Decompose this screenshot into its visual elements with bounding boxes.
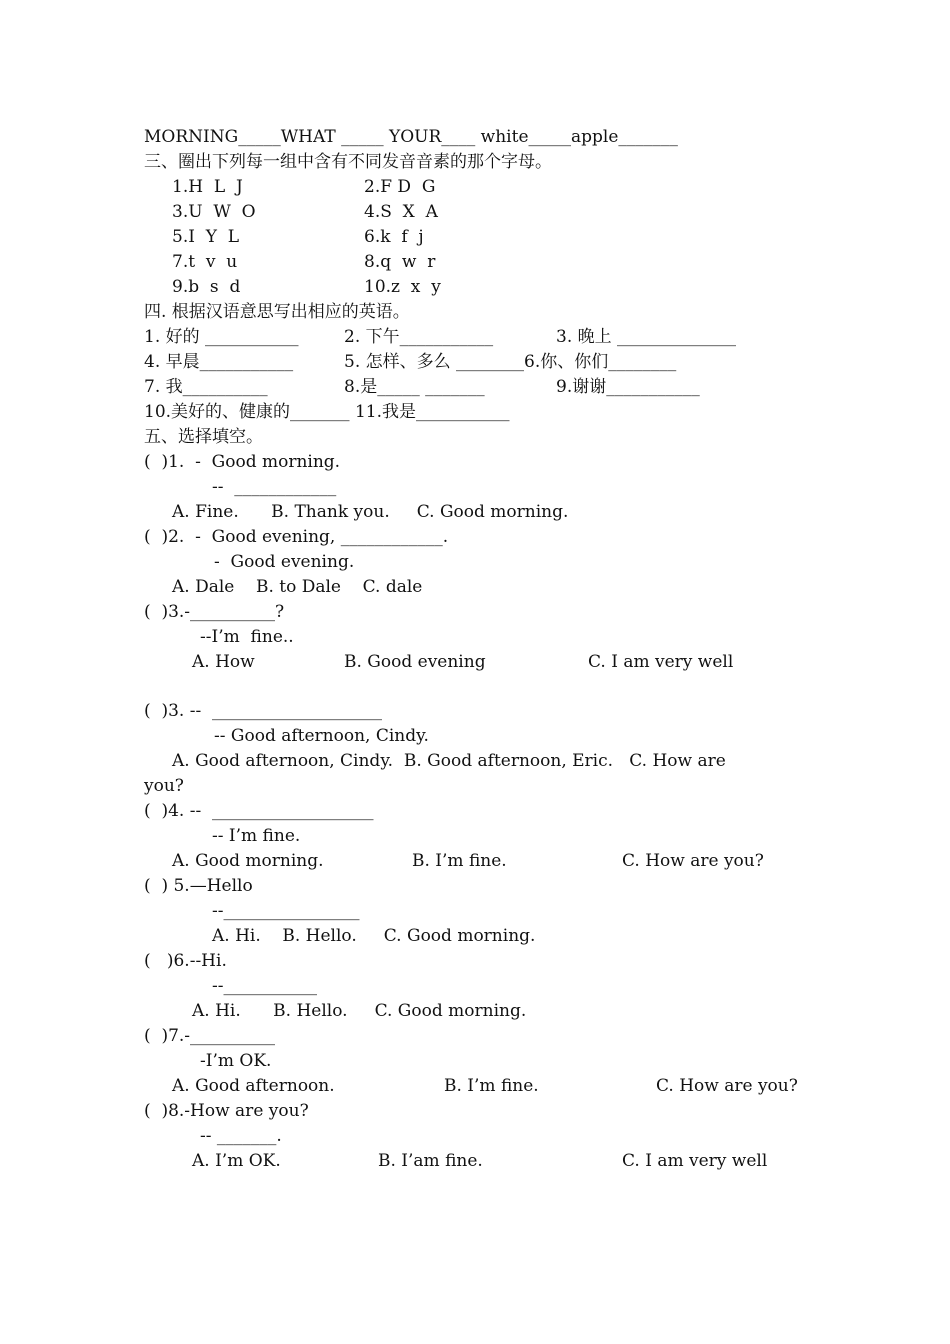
dialogue-line: - Good evening.	[214, 552, 355, 572]
answer-blank-line: --________________	[212, 901, 360, 921]
question-stem: ( ) 5.—Hello	[144, 876, 253, 896]
answer-option: A. Good afternoon.	[172, 1076, 335, 1096]
question-stem: ( )8.-How are you?	[144, 1101, 309, 1121]
dialogue-line: -- I’m fine.	[212, 826, 301, 846]
answer-blank-line: -- _______.	[200, 1126, 282, 1146]
question-item: 6.k f j	[364, 227, 424, 247]
question-item: 4.S X A	[364, 202, 438, 222]
answer-option: C. How are you?	[656, 1076, 798, 1096]
dialogue-line: -I’m OK.	[200, 1051, 272, 1071]
answer-option: B. I’m fine.	[444, 1076, 539, 1096]
translation-item: 8.是_____ _______	[344, 377, 485, 397]
answer-blank-line: -- ____________	[212, 477, 337, 497]
answer-options: A. Hi. B. Hello. C. Good morning.	[192, 1001, 527, 1021]
question-stem: ( )1. - Good morning.	[144, 452, 341, 472]
answer-option: C. How are you?	[622, 851, 764, 871]
question-stem: ( )3.-__________?	[144, 602, 285, 622]
translation-item: 2. 下午___________	[344, 327, 494, 347]
question-stem: ( )4. -- ___________________	[144, 801, 374, 821]
question-item: 8.q w r	[364, 252, 436, 272]
answer-option: C. I am very well	[622, 1151, 768, 1171]
section-4-heading: 四. 根据汉语意思写出相应的英语。	[144, 302, 410, 322]
section-3-heading: 三、圈出下列每一组中含有不同发音音素的那个字母。	[144, 152, 552, 172]
translation-item: 1. 好的 ___________	[144, 327, 299, 347]
answer-options: A. Hi. B. Hello. C. Good morning.	[212, 926, 536, 946]
answer-option: A. Good morning.	[172, 851, 324, 871]
answer-option: A. I’m OK.	[192, 1151, 281, 1171]
question-stem: ( )7.-__________	[144, 1026, 276, 1046]
dialogue-line: --I’m fine..	[200, 627, 294, 647]
answer-options: A. Dale B. to Dale C. dale	[172, 577, 423, 597]
translation-item: 5. 怎样、多么 ________6.你、你们________	[344, 352, 677, 372]
answer-option: B. I’m fine.	[412, 851, 507, 871]
letters-case-line: MORNING_____WHAT _____ YOUR____ white_____apple_______	[144, 127, 678, 147]
question-stem: ( )2. - Good evening, ____________.	[144, 527, 449, 547]
question-item: 10.z x y	[364, 277, 441, 297]
translation-item: 3. 晚上 ______________	[556, 327, 737, 347]
answer-blank-line: --___________	[212, 976, 317, 996]
question-item: 7.t v u	[172, 252, 238, 272]
answer-option: B. Good evening	[344, 652, 486, 672]
answer-option: C. I am very well	[588, 652, 734, 672]
answer-options: A. Fine. B. Thank you. C. Good morning.	[172, 502, 569, 522]
question-item: 3.U W O	[172, 202, 256, 222]
question-item: 2.F D G	[364, 177, 436, 197]
translation-item: 10.美好的、健康的_______ 11.我是___________	[144, 402, 510, 422]
answer-options-continued: you?	[144, 776, 184, 796]
question-stem: ( )6.--Hi.	[144, 951, 227, 971]
translation-item: 7. 我__________	[144, 377, 268, 397]
answer-option: B. I’am fine.	[378, 1151, 483, 1171]
question-item: 5.I Y L	[172, 227, 240, 247]
answer-option: A. How	[192, 652, 255, 672]
answer-options: A. Good afternoon, Cindy. B. Good afternoon, Eric. C. How are	[172, 751, 726, 771]
translation-item: 9.谢谢___________	[556, 377, 700, 397]
question-item: 9.b s d	[172, 277, 241, 297]
question-item: 1.H L J	[172, 177, 243, 197]
section-5-heading: 五、选择填空。	[144, 427, 263, 447]
question-stem: ( )3. -- ____________________	[144, 701, 382, 721]
translation-item: 4. 早晨___________	[144, 352, 294, 372]
dialogue-line: -- Good afternoon, Cindy.	[214, 726, 429, 746]
